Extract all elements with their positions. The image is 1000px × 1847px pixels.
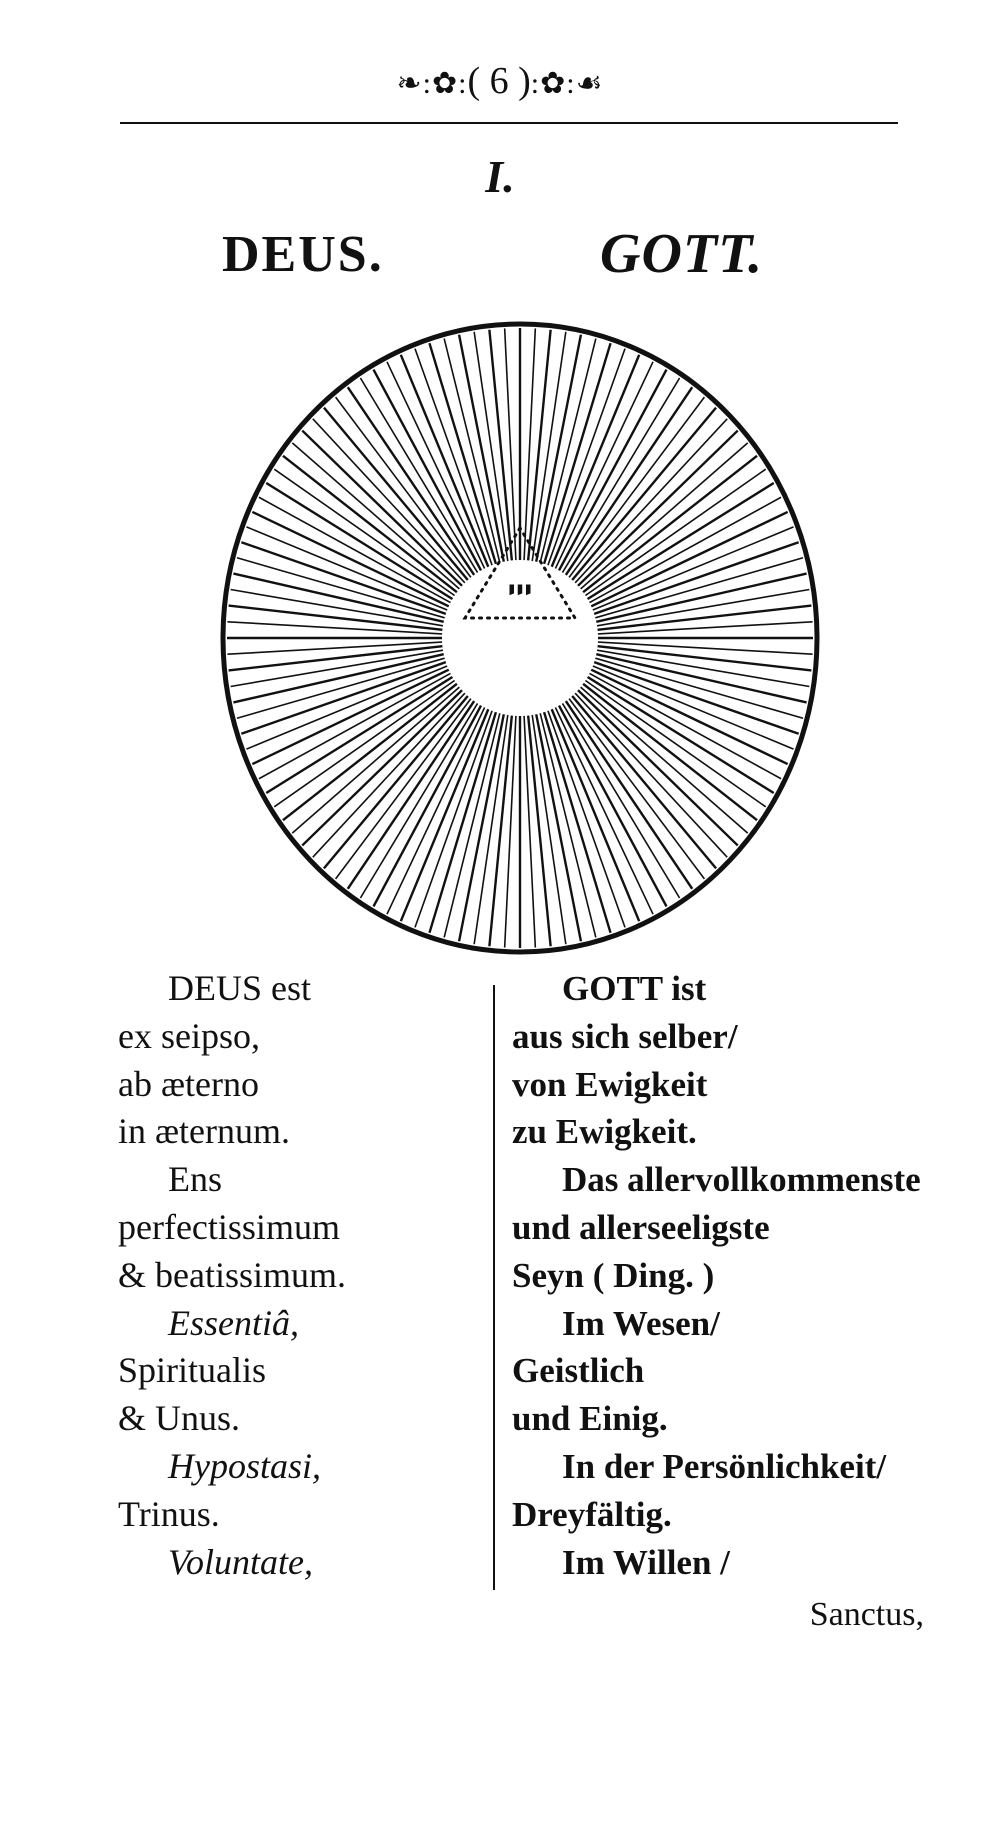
column-divider [493, 985, 495, 1590]
emblem-ray [598, 642, 813, 654]
german-line: GOTT ist [562, 969, 707, 1008]
latin-line: & beatissimum. [118, 1254, 346, 1295]
emblem-ray [598, 622, 813, 634]
page-number: ( 6 ) [467, 60, 531, 102]
emblem-ray [505, 328, 516, 560]
emblem-ray [598, 646, 812, 670]
latin-line: perfectissimum [118, 1206, 340, 1247]
ornament-left-icon: ❧:✿: [396, 67, 468, 100]
radiant-circle-icon [217, 318, 823, 958]
emblem-ray [594, 662, 798, 734]
emblem-ray [429, 712, 495, 933]
emblem-ray [528, 716, 550, 947]
latin-line: in æternum. [118, 1111, 290, 1152]
emblem-ray [524, 328, 535, 560]
latin-line: ab æterno [118, 1063, 259, 1104]
emblem-ray [489, 716, 511, 947]
title-latin: DEUS. [222, 226, 384, 283]
emblem-ray [252, 512, 448, 606]
latin-line: Essentiâ, [168, 1302, 299, 1343]
emblem-ray [524, 716, 535, 948]
german-line: aus sich selber/ [512, 1016, 738, 1056]
emblem-ray [505, 716, 516, 948]
german-line: Dreyfältig. [512, 1494, 672, 1534]
ornament-right-icon: :✿:☙ [530, 67, 604, 100]
emblem-ray [528, 330, 550, 561]
emblem-ray [227, 622, 442, 634]
emblem-ray [489, 330, 511, 561]
latin-line: Hypostasi, [168, 1445, 321, 1486]
emblem-ray [544, 343, 610, 564]
german-line: und Einig. [512, 1399, 668, 1439]
emblem-rays [227, 328, 813, 948]
emblem-ray [227, 642, 442, 654]
catchword: Sanctus, [809, 1596, 924, 1633]
emblem-ray [591, 512, 787, 606]
title-german: GOTT. [600, 223, 764, 285]
latin-line: Voluntate, [168, 1541, 313, 1582]
emblem-ray [229, 606, 443, 630]
emblem-ray [241, 662, 445, 734]
german-line: und allerseeligste [512, 1207, 770, 1247]
emblem-ray [591, 670, 787, 764]
latin-line: Ens [168, 1159, 222, 1200]
emblem-ray [594, 542, 798, 614]
german-line: Seyn ( Ding. ) [512, 1255, 715, 1295]
latin-line: Spiritualis [118, 1350, 267, 1391]
chapter-number: I. [485, 151, 515, 202]
german-line: In der Persönlichkeit/ [562, 1446, 887, 1486]
emblem-ray [598, 606, 812, 630]
latin-line: ex seipso, [118, 1015, 260, 1056]
emblem-ray [252, 670, 448, 764]
latin-line: Trinus. [118, 1493, 220, 1534]
german-column [512, 965, 932, 1586]
emblem-ray [241, 542, 445, 614]
latin-column [118, 965, 488, 1586]
latin-line: & Unus. [118, 1398, 241, 1439]
german-line: Im Willen / [562, 1542, 730, 1582]
page-header [0, 62, 1000, 100]
emblem-ray [429, 343, 495, 564]
german-line: Das allervollkommenste [562, 1160, 921, 1200]
latin-line: DEUS est [168, 968, 311, 1008]
header-rule [120, 122, 898, 124]
emblem-inscription: ייי [507, 574, 533, 607]
german-line: Geistlich [512, 1351, 645, 1391]
emblem-ray [229, 646, 443, 670]
german-line: zu Ewigkeit. [512, 1112, 697, 1152]
german-line: von Ewigkeit [512, 1064, 708, 1104]
german-line: Im Wesen/ [562, 1303, 720, 1343]
emblem-ray [544, 712, 610, 933]
